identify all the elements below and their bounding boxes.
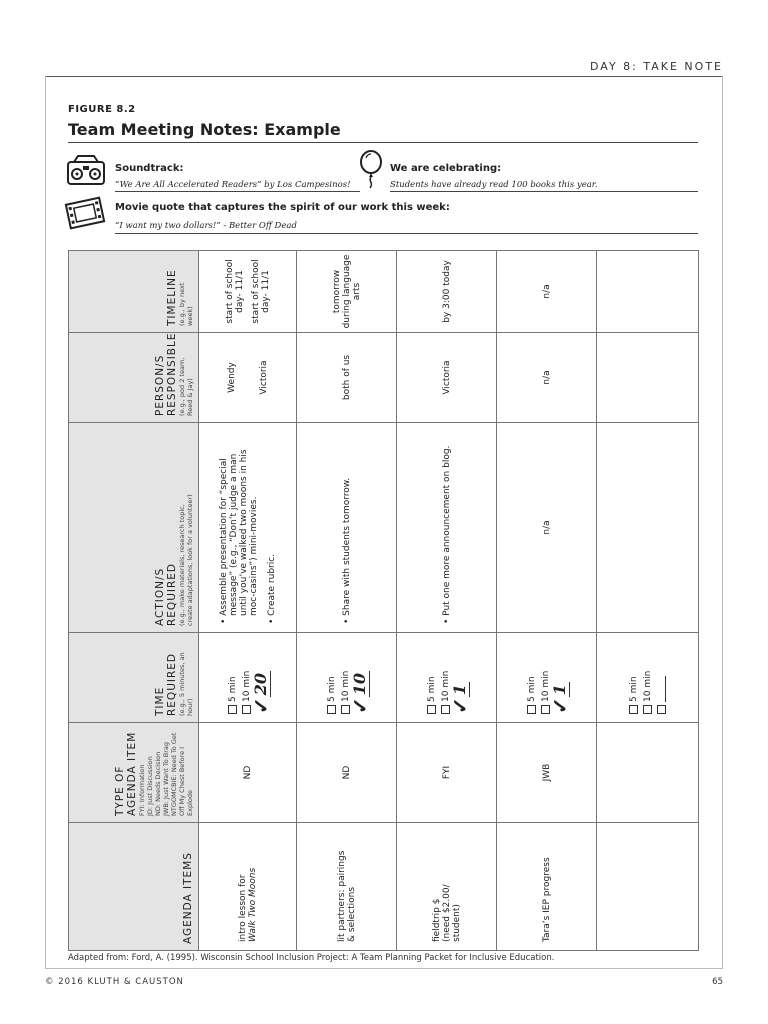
movie-quote-rule xyxy=(115,233,698,234)
person-cell xyxy=(597,333,699,423)
agenda-item-cell: fieldtrip $ (need $2.00/ student) xyxy=(397,823,497,951)
time-required-cell: 5 min 10 min xyxy=(597,633,699,723)
header-type-of-agenda-item: TYPE OF AGENDA ITEM FYI: Information JD: Just Discussion ND: Needs Decision JWB: Just Want To Brag NTGOMCBIE: Need To Get Off My Chest Before I Explode xyxy=(69,723,199,823)
actions-cell xyxy=(597,423,699,633)
soundtrack-label: Soundtrack: xyxy=(115,163,184,174)
source-citation: Adapted from: Ford, A. (1995). Wisconsin School Inclusion Project: A Team Planning Packet for Inclusive Education. xyxy=(68,953,555,963)
section-label: DAY 8: TAKE NOTE xyxy=(590,60,723,73)
agenda-item-cell: intro lesson for Walk Two Moons xyxy=(199,823,297,951)
figure-title: Team Meeting Notes: Example xyxy=(68,120,341,139)
table-row xyxy=(397,251,497,951)
checkbox-icon xyxy=(643,705,652,714)
table-row xyxy=(199,251,297,951)
header-timeline: TIMELINE (e.g., by next week) xyxy=(69,251,199,333)
actions-cell: • Assemble presentation for “special message” (e.g., “Don’t judge a man until you’ve walked two moons in his moc-casins”) mini-movies. • Create rubric. xyxy=(199,423,297,633)
time-value: 1 xyxy=(550,684,570,696)
time-value: 20 xyxy=(251,672,271,696)
agenda-item-cell: lit partners: pairings & selections xyxy=(297,823,397,951)
table-row xyxy=(497,251,597,951)
agenda-type-cell: JWB xyxy=(497,723,597,823)
movie-quote-value: “I want my two dollars!” - Better Off Dead xyxy=(115,221,297,231)
checkbox-icon xyxy=(527,705,536,714)
header-persons-responsible: PERSON/S RESPONSIBLE (e.g., pod 2 team, Reed & Jay) xyxy=(69,333,199,423)
person-cell: both of us xyxy=(297,333,397,423)
timeline-cell xyxy=(597,251,699,333)
meeting-notes-table xyxy=(68,251,698,951)
timeline-cell: n/a xyxy=(497,251,597,333)
checkmark-icon: ✓ xyxy=(249,697,274,714)
blank-line xyxy=(656,676,666,702)
person-cell: n/a xyxy=(497,333,597,423)
header-time-required: TIME REQUIRED (e.g., 5 minutes, an hour) xyxy=(69,633,199,723)
header-agenda-items: AGENDA ITEMS xyxy=(69,823,199,951)
checkbox-icon xyxy=(657,705,666,714)
timeline-cell: start of school day- 11/1 start of school day- 11/1 xyxy=(199,251,297,333)
checkmark-icon: ✓ xyxy=(448,697,473,714)
boombox-icon xyxy=(66,154,106,186)
timeline-cell: by 3:00 today xyxy=(397,251,497,333)
table-row xyxy=(297,251,397,951)
time-required-cell: 5 min 10 min ✓20 xyxy=(199,633,297,723)
agenda-type-cell: FYI xyxy=(397,723,497,823)
agenda-type-cell: ND xyxy=(199,723,297,823)
checkmark-icon: ✓ xyxy=(348,697,373,714)
actions-cell: • Share with students tomorrow. xyxy=(297,423,397,633)
agenda-type-cell: ND xyxy=(297,723,397,823)
balloon-icon xyxy=(358,150,384,190)
actions-cell: n/a xyxy=(497,423,597,633)
checkbox-icon xyxy=(427,705,436,714)
celebrating-rule xyxy=(390,191,698,192)
person-cell: Wendy Victoria xyxy=(199,333,297,423)
time-value: 1 xyxy=(450,684,470,696)
timeline-cell: tomorrow during language arts xyxy=(297,251,397,333)
actions-cell: • Put one more announcement on blog. xyxy=(397,423,497,633)
table-row-empty xyxy=(597,251,699,951)
checkbox-icon xyxy=(629,705,638,714)
soundtrack-rule xyxy=(115,191,360,192)
checkbox-icon xyxy=(327,705,336,714)
copyright: © 2016 KLUTH & CAUSTON xyxy=(45,977,184,987)
agenda-type-cell xyxy=(597,723,699,823)
title-rule xyxy=(68,142,698,143)
movie-quote-label: Movie quote that captures the spirit of our work this week: xyxy=(115,202,450,213)
checkmark-icon: ✓ xyxy=(548,697,573,714)
header-actions-required: ACTION/S REQUIRED (e.g., make materials, research topic, create adaptations, look for a volunteer) xyxy=(69,423,199,633)
time-required-cell: 5 min 10 min ✓1 xyxy=(397,633,497,723)
agenda-item-cell: Tara’s IEP progress xyxy=(497,823,597,951)
soundtrack-value: “We Are All Accelerated Readers” by Los Campesinos! xyxy=(115,180,351,190)
celebrating-label: We are celebrating: xyxy=(390,163,502,174)
checkbox-icon xyxy=(228,705,237,714)
time-required-cell: 5 min 10 min ✓10 xyxy=(297,633,397,723)
person-cell: Victoria xyxy=(397,333,497,423)
celebrating-value: Students have already read 100 books this year. xyxy=(390,180,598,190)
time-required-cell: 5 min 10 min ✓1 xyxy=(497,633,597,723)
agenda-item-cell xyxy=(597,823,699,951)
page-number: 65 xyxy=(712,977,723,987)
figure-label: FIGURE 8.2 xyxy=(68,104,136,115)
time-value: 10 xyxy=(350,672,370,696)
film-ticket-icon xyxy=(64,195,106,231)
